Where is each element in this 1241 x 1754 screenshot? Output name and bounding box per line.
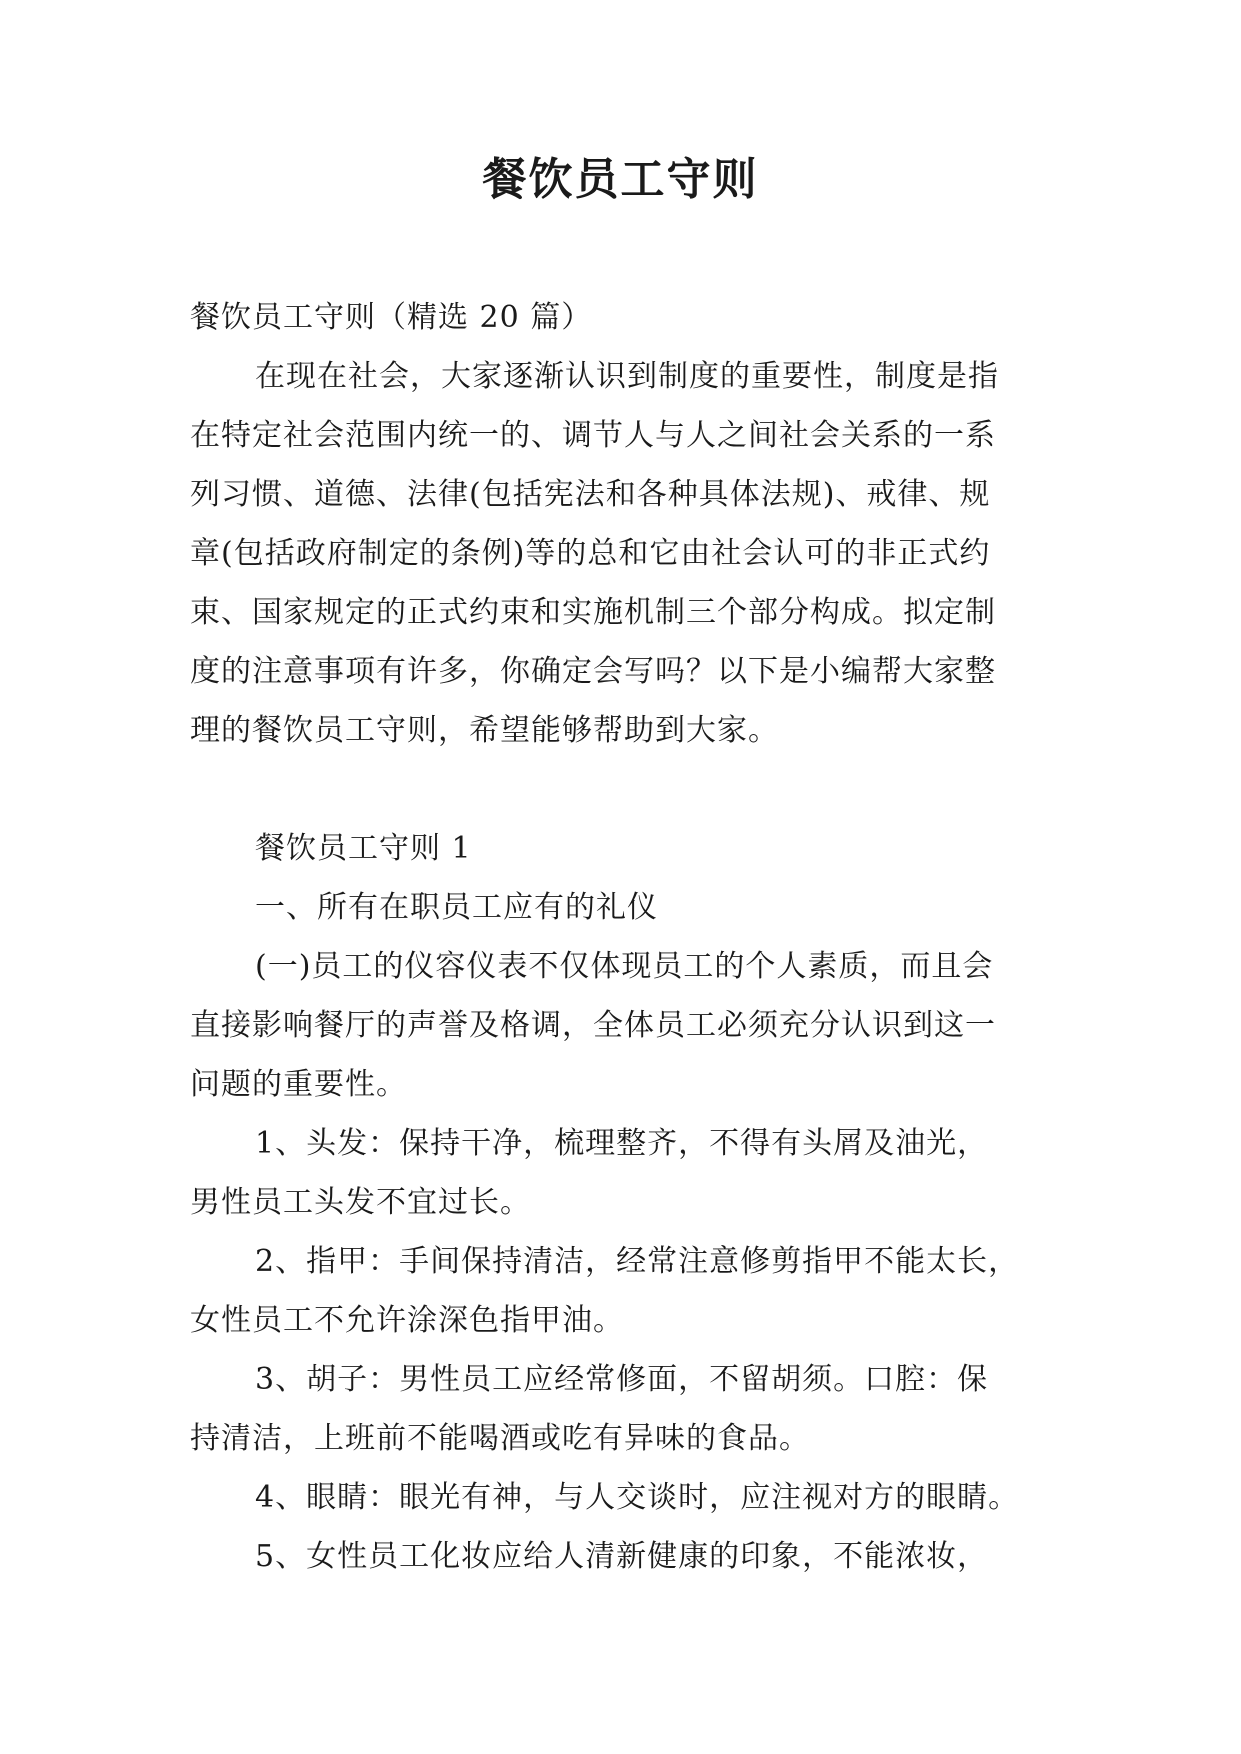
document-title: 餐饮员工守则 xyxy=(482,154,759,205)
text-line: 餐饮员工守则 1 xyxy=(255,831,472,866)
text-line: 直接影响餐厅的声誉及格调，全体员工必须充分认识到这一 xyxy=(190,1008,996,1043)
text-line: 女性员工不允许涂深色指甲油。 xyxy=(190,1303,624,1338)
text-line: 1、头发：保持干净，梳理整齐，不得有头屑及油光， xyxy=(255,1126,989,1161)
text-line: 2、指甲：手间保持清洁，经常注意修剪指甲不能太长， xyxy=(255,1244,1020,1279)
text-line: 一、所有在职员工应有的礼仪 xyxy=(255,890,658,925)
text-line: 问题的重要性。 xyxy=(190,1067,407,1102)
text-line: 在现在社会，大家逐渐认识到制度的重要性，制度是指 xyxy=(255,359,999,394)
text-line: 章(包括政府制定的条例)等的总和它由社会认可的非正式约 xyxy=(190,536,991,571)
text-line: 束、国家规定的正式约束和实施机制三个部分构成。拟定制 xyxy=(190,595,996,630)
text-line: 3、胡子：男性员工应经常修面，不留胡须。口腔：保 xyxy=(255,1362,989,1397)
text-line: 4、眼睛：眼光有神，与人交谈时，应注视对方的眼睛。 xyxy=(255,1480,1020,1515)
text-line: (一)员工的仪容仪表不仅体现员工的个人素质，而且会 xyxy=(255,949,994,984)
document-body xyxy=(190,288,1050,1586)
text-line: 男性员工头发不宜过长。 xyxy=(190,1185,531,1220)
text-line: 度的注意事项有许多，你确定会写吗？以下是小编帮大家整 xyxy=(190,654,996,689)
text-line: 理的餐饮员工守则，希望能够帮助到大家。 xyxy=(190,713,779,748)
text-line: 在特定社会范围内统一的、调节人与人之间社会关系的一系 xyxy=(190,418,996,453)
blank-line xyxy=(190,760,1050,819)
text-line: 5、女性员工化妆应给人清新健康的印象，不能浓妆， xyxy=(255,1539,989,1574)
text-line: 餐饮员工守则（精选 20 篇） xyxy=(190,300,593,335)
text-line: 持清洁，上班前不能喝酒或吃有异味的食品。 xyxy=(190,1421,810,1456)
text-line: 列习惯、道德、法律(包括宪法和各种具体法规)、戒律、规 xyxy=(190,477,991,512)
